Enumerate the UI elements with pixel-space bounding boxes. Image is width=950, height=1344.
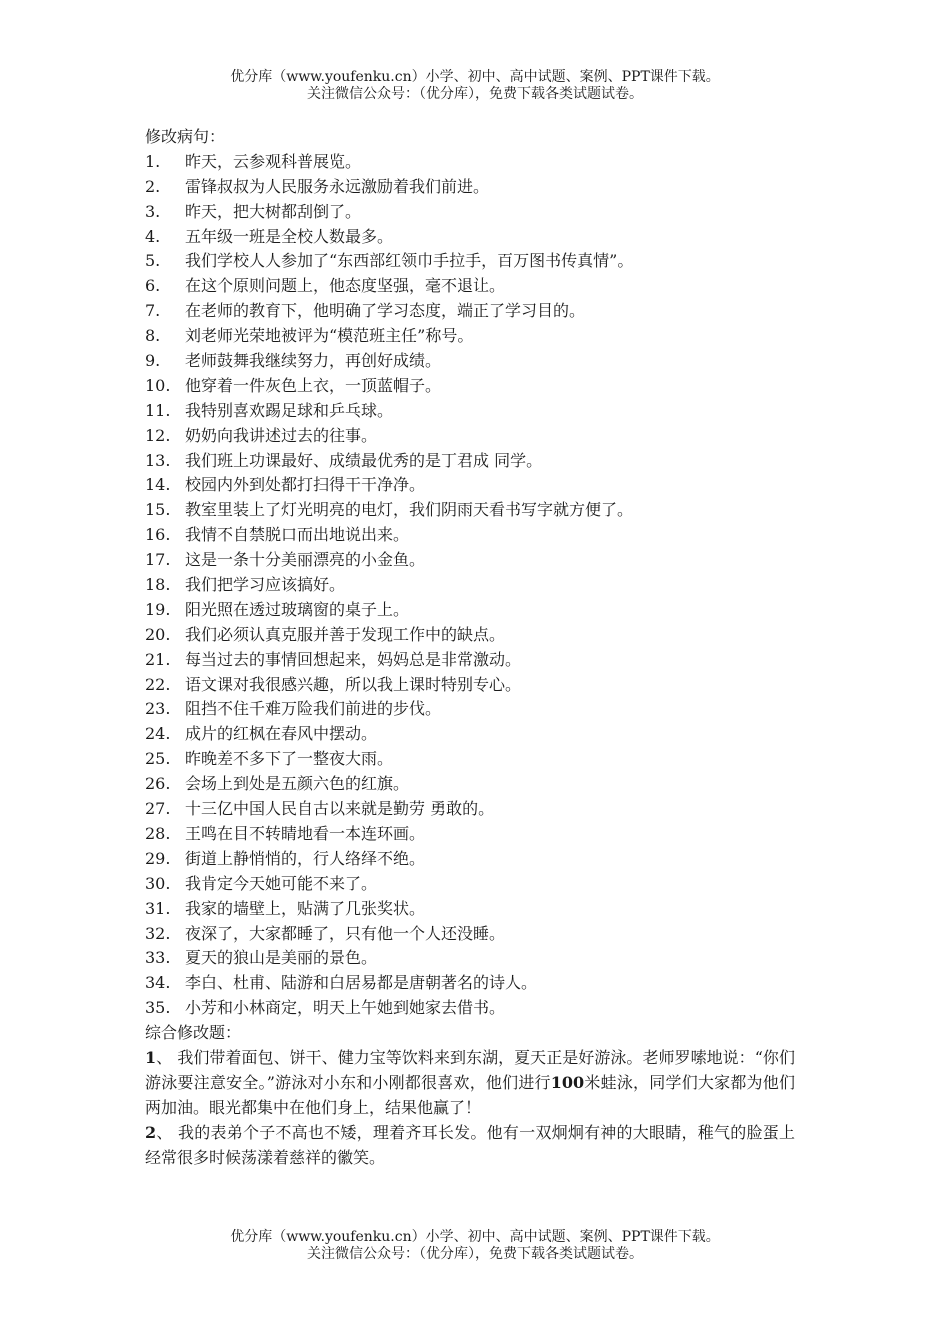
list-item-text: 在老师的教育下，他明确了学习态度，端正了学习目的。 <box>185 301 586 321</box>
list-item <box>145 847 795 872</box>
document-body <box>145 125 795 1170</box>
header-line-2: 关注微信公众号：（优分库），免费下载各类试题试卷。 <box>307 86 643 102</box>
list-item-number: 21. <box>145 649 171 669</box>
list-item-text: 五年级一班是全校人数最多。 <box>185 226 394 246</box>
list-item-text: 我肯定今天她可能不来了。 <box>185 873 378 893</box>
list-item-number: 17. <box>145 550 171 570</box>
list-item-text: 每当过去的事情回想起来，妈妈总是非常激动。 <box>185 649 522 669</box>
list-item-text: 成片的红枫在春风中摆动。 <box>185 724 378 744</box>
list-item-number: 19. <box>145 599 171 619</box>
list-item-number: 24. <box>145 724 171 744</box>
list-item-text: 在这个原则问题上，他态度坚强，毫不退让。 <box>185 276 506 296</box>
list-item-text: 昨天，云参观科普展览。 <box>185 151 362 171</box>
list-item <box>145 274 795 299</box>
list-item-number: 13. <box>145 450 171 470</box>
list-item-text: 小芳和小林商定，明天上午她到她家去借书。 <box>185 998 506 1018</box>
list-item-text: 阻挡不住千难万险我们前进的步伐。 <box>185 699 442 719</box>
list-item <box>145 971 795 996</box>
list-item <box>145 747 795 772</box>
list-item-text: 会场上到处是五颜六色的红旗。 <box>185 774 410 794</box>
paragraph-bold-number: 100 <box>550 1072 585 1092</box>
list-item <box>145 648 795 673</box>
comprehensive-paragraph-1 <box>145 1046 795 1121</box>
list-item-text: 昨晚差不多下了一整夜大雨。 <box>185 749 394 769</box>
list-item-number: 6. <box>145 276 161 296</box>
list-item <box>145 946 795 971</box>
list-item-number: 7. <box>145 301 161 321</box>
list-item-number: 33. <box>145 948 171 968</box>
paragraph-separator: 、 <box>156 1047 173 1067</box>
footer-line-1: 优分库（www.youfenku.cn）小学、初中、高中试题、案例、PPT课件下载。 <box>230 1229 720 1245</box>
list-item <box>145 449 795 474</box>
list-item-text: 李白、杜甫、陆游和白居易都是唐朝著名的诗人。 <box>185 973 538 993</box>
list-item-text: 我们把学习应该搞好。 <box>185 575 346 595</box>
list-item-number: 14. <box>145 475 171 495</box>
list-item-number: 31. <box>145 898 171 918</box>
list-item-number: 16. <box>145 525 171 545</box>
list-item-number: 26. <box>145 774 171 794</box>
list-item <box>145 249 795 274</box>
paragraph-separator: 、 <box>156 1122 173 1142</box>
list-item-text: 雷锋叔叔为人民服务永远激励着我们前进。 <box>185 176 490 196</box>
list-item <box>145 697 795 722</box>
paragraph-text: 我的表弟个子不高也不矮，理着齐耳长发。他有一双炯炯有神的大眼睛，稚气的脸蛋上经常很多时候荡漾着慈祥的徽笑。 <box>145 1122 795 1167</box>
list-item <box>145 772 795 797</box>
list-item <box>145 473 795 498</box>
list-item-text: 十三亿中国人民自古以来就是勤劳 勇敢的。 <box>185 799 495 819</box>
list-item-number: 15. <box>145 500 171 520</box>
list-item-text: 我们学校人人参加了“东西部红领巾手拉手，百万图书传真情”。 <box>185 251 634 271</box>
list-item <box>145 399 795 424</box>
list-item <box>145 797 795 822</box>
list-item-text: 这是一条十分美丽漂亮的小金鱼。 <box>185 550 426 570</box>
list-item <box>145 200 795 225</box>
list-item-text: 刘老师光荣地被评为“模范班主任”称号。 <box>185 326 474 346</box>
list-item <box>145 598 795 623</box>
list-item-text: 语文课对我很感兴趣，所以我上课时特别专心。 <box>185 674 522 694</box>
list-item-number: 18. <box>145 575 171 595</box>
list-item <box>145 324 795 349</box>
comprehensive-paragraph-2 <box>145 1121 795 1171</box>
list-item-text: 街道上静悄悄的，行人络绎不绝。 <box>185 848 426 868</box>
list-item-number: 25. <box>145 749 171 769</box>
paragraph-number: 2 <box>145 1122 157 1142</box>
list-item-number: 5. <box>145 251 161 271</box>
list-item-number: 28. <box>145 823 171 843</box>
list-item-text: 教室里装上了灯光明亮的电灯，我们阴雨天看书写字就方便了。 <box>185 500 634 520</box>
page-footer <box>0 1229 950 1263</box>
list-item-text: 他穿着一件灰色上衣，一顶蓝帽子。 <box>185 375 442 395</box>
list-item-text: 我们班上功课最好、成绩最优秀的是丁君成 同学。 <box>185 450 543 470</box>
list-item <box>145 299 795 324</box>
list-item-number: 10. <box>145 375 171 395</box>
list-item-number: 20. <box>145 624 171 644</box>
list-item-number: 11. <box>145 400 171 420</box>
list-item-number: 8. <box>145 326 161 346</box>
list-item-text: 我情不自禁脱口而出地说出来。 <box>185 525 410 545</box>
sentence-list <box>145 150 795 1021</box>
list-item <box>145 349 795 374</box>
list-item-number: 27. <box>145 799 171 819</box>
list-item <box>145 897 795 922</box>
list-item <box>145 623 795 648</box>
list-item-number: 4. <box>145 226 161 246</box>
list-item <box>145 822 795 847</box>
list-item-text: 王鸣在目不转睛地看一本连环画。 <box>185 823 426 843</box>
list-item-number: 3. <box>145 201 161 221</box>
list-item-text: 夜深了，大家都睡了，只有他一个人还没睡。 <box>185 923 506 943</box>
list-item <box>145 573 795 598</box>
list-item <box>145 722 795 747</box>
list-item-number: 1. <box>145 151 161 171</box>
paragraph-number: 1 <box>145 1047 157 1067</box>
list-item <box>145 673 795 698</box>
page-header <box>0 69 950 103</box>
footer-line-2: 关注微信公众号：（优分库），免费下载各类试题试卷。 <box>307 1246 643 1262</box>
list-item-text: 昨天，把大树都刮倒了。 <box>185 201 362 221</box>
list-item-text: 我们必须认真克服并善于发现工作中的缺点。 <box>185 624 506 644</box>
list-item <box>145 498 795 523</box>
list-item <box>145 175 795 200</box>
list-item-number: 30. <box>145 873 171 893</box>
list-item-number: 35. <box>145 998 171 1018</box>
list-item-number: 2. <box>145 176 161 196</box>
list-item <box>145 225 795 250</box>
paragraph-text: 米蛙泳，同学们大家都为他们两加油。眼光都集中在他们身上，结果他赢了！ <box>145 1072 795 1117</box>
list-item <box>145 996 795 1021</box>
list-item-text: 奶奶向我讲述过去的往事。 <box>185 425 378 445</box>
header-line-1: 优分库（www.youfenku.cn）小学、初中、高中试题、案例、PPT课件下载。 <box>230 69 720 85</box>
list-item-number: 12. <box>145 425 171 445</box>
list-item-text: 我特别喜欢踢足球和乒乓球。 <box>185 400 394 420</box>
list-item-number: 29. <box>145 848 171 868</box>
list-item-number: 23. <box>145 699 171 719</box>
list-item-text: 夏天的狼山是美丽的景色。 <box>185 948 378 968</box>
list-item-number: 22. <box>145 674 171 694</box>
list-item-text: 校园内外到处都打扫得干干净净。 <box>185 475 426 495</box>
list-item-text: 阳光照在透过玻璃窗的桌子上。 <box>185 599 410 619</box>
list-item <box>145 872 795 897</box>
list-item <box>145 424 795 449</box>
list-item <box>145 523 795 548</box>
list-item-number: 32. <box>145 923 171 943</box>
list-item <box>145 922 795 947</box>
list-item <box>145 548 795 573</box>
paragraph-text: 我们带着面包、饼干、健力宝等饮料来到东湖，夏天正是好游泳。老师罗嗦地说：“你们游泳要注意安全。”游泳对小东和小刚都很喜欢，他们进行 <box>145 1047 795 1092</box>
list-item-text: 老师鼓舞我继续努力，再创好成绩。 <box>185 351 442 371</box>
list-item-number: 34. <box>145 973 171 993</box>
list-item-number: 9. <box>145 351 161 371</box>
list-item <box>145 374 795 399</box>
section-title-comprehensive: 综合修改题： <box>145 1023 242 1043</box>
list-item-text: 我家的墙壁上，贴满了几张奖状。 <box>185 898 426 918</box>
section-title-sentence-correction: 修改病句： <box>145 127 226 146</box>
list-item <box>145 150 795 175</box>
